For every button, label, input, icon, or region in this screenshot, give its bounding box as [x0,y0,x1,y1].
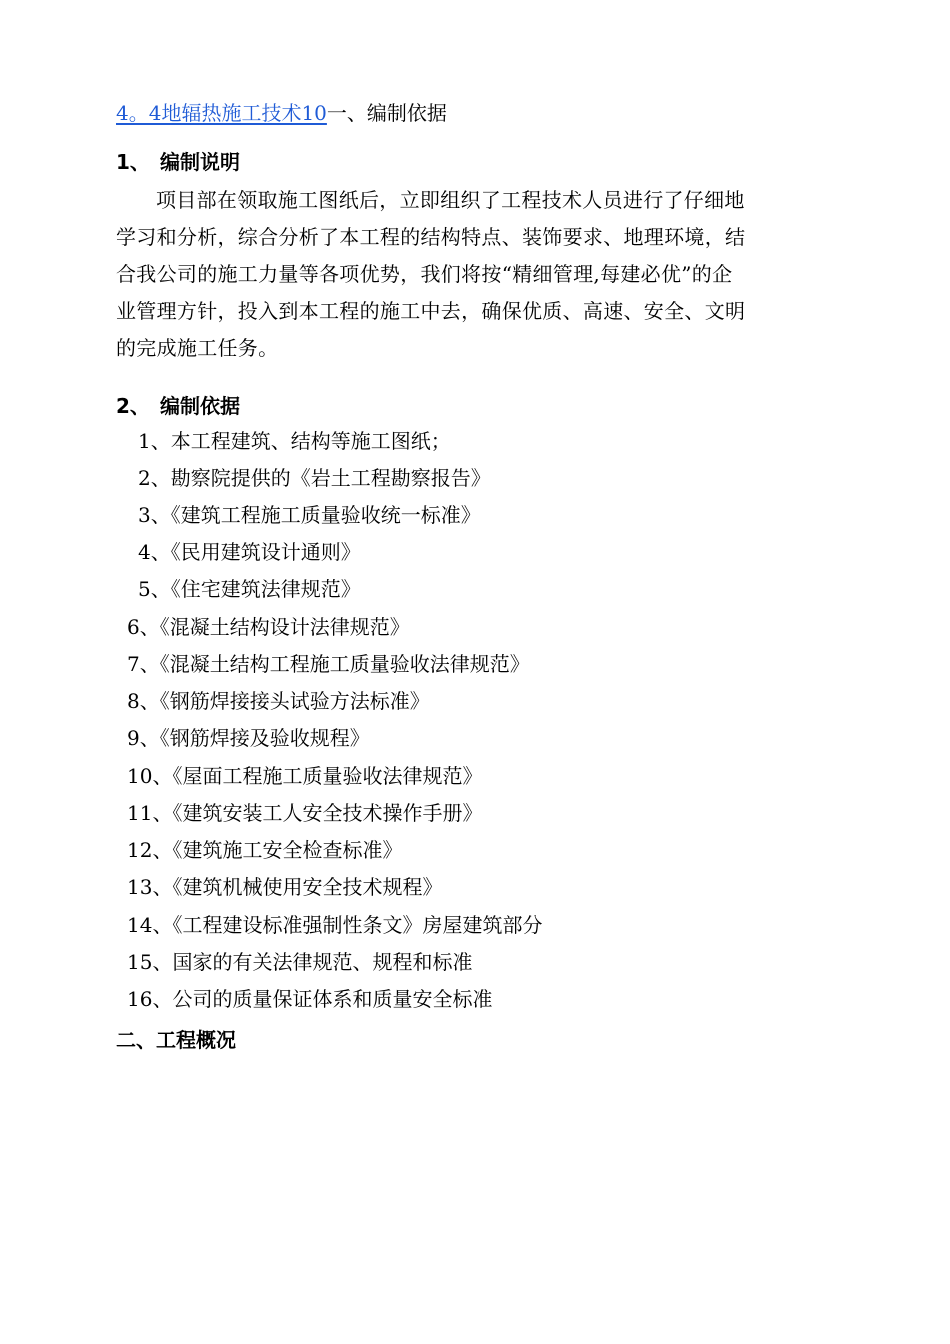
section-2-number: 2、 [116,394,150,418]
reference-item: 4、《民用建筑设计通则》 [138,540,361,564]
section-1-heading [116,146,240,178]
reference-item: 6、《混凝土结构设计法律规范》 [127,615,410,639]
toc-trailing-heading: 一、编制依据 [326,101,447,125]
reference-item: 11、《建筑安装工人安全技术操作手册》 [127,801,483,825]
section-2-heading [116,390,240,422]
paragraph-line: 学习和分析，综合分析了本工程的结构特点、装饰要求、地理环境，结 [116,225,746,249]
reference-item: 10、《屋面工程施工质量验收法律规范》 [127,764,483,788]
reference-item: 16、公司的质量保证体系和质量安全标准 [127,987,493,1011]
reference-item: 1、本工程建筑、结构等施工图纸； [138,429,451,453]
reference-item: 8、《钢筋焊接接头试验方法标准》 [127,689,430,713]
reference-item: 15、国家的有关法律规范、规程和标准 [127,950,473,974]
reference-item: 12、《建筑施工安全检查标准》 [127,838,403,862]
reference-item: 14、《工程建设标准强制性条文》房屋建筑部分 [127,913,543,937]
paragraph-line: 业管理方针，投入到本工程的施工中去，确保优质、高速、安全、文明 [116,299,746,323]
reference-item: 3、《建筑工程施工质量验收统一标准》 [138,503,481,527]
chapter-2-heading: 二、工程概况 [116,1028,236,1052]
paragraph-line: 项目部在领取施工图纸后，立即组织了工程技术人员进行了仔细地 [156,188,745,212]
reference-item: 13、《建筑机械使用安全技术规程》 [127,875,443,899]
section-1-paragraph [116,182,810,367]
paragraph-line: 的完成施工任务。 [116,336,279,360]
section-2-title: 编制依据 [160,394,240,418]
reference-item: 7、《混凝土结构工程施工质量验收法律规范》 [127,652,530,676]
section-1-number: 1、 [116,150,150,174]
paragraph-line: 合我公司的施工力量等各项优势，我们将按“精细管理,每建必优”的企 [116,262,733,286]
reference-item: 2、勘察院提供的《岩土工程勘察报告》 [138,466,491,490]
toc-line [116,96,447,130]
reference-item: 9、《钢筋焊接及验收规程》 [127,726,370,750]
section-1-title: 编制说明 [160,150,240,174]
toc-link[interactable]: 4。4地辐热施工技术10 [116,101,327,125]
reference-item: 5、《住宅建筑法律规范》 [138,577,361,601]
